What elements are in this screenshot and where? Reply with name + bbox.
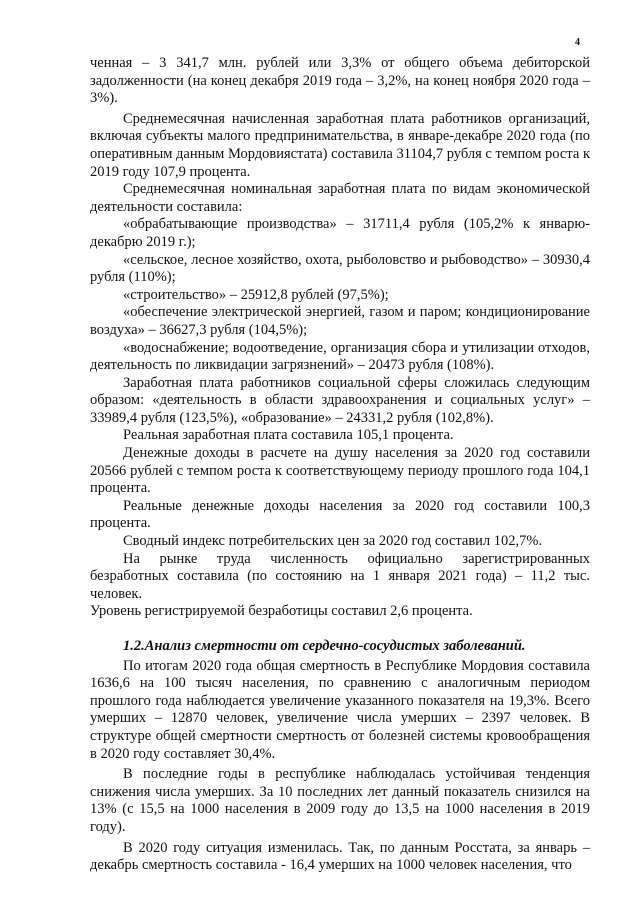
paragraph: В 2020 году ситуация изменилась. Так, по данным Росстата, за январь – декабрь смертность составила - 16,4 умерших на 1000 человек населения, что — [90, 839, 590, 874]
list-item: «водоснабжение; водоотведение, организация сбора и утилизации отходов, деятельность по ликвидации загрязнений» – 20473 рубля (108%). — [90, 339, 590, 374]
paragraph: Денежные доходы в расчете на душу населения за 2020 год составили 20566 рублей с темпом роста к соответствующему периоду прошлого года 104,1 процента. — [90, 445, 590, 497]
list-item: «обрабатывающие производства» – 31711,4 рубля (105,2% к январю-декабрю 2019 г.); — [90, 216, 590, 250]
paragraph: Сводный индекс потребительских цен за 2020 год составил 102,7%. — [123, 533, 543, 550]
document-body — [90, 55, 590, 875]
list-item: «сельское, лесное хозяйство, охота, рыболовство и рыбоводство» – 30930,4 рубля (110%); — [90, 251, 590, 286]
paragraph: Реальная заработная плата составила 105,1 процента. — [123, 427, 454, 444]
paragraph: На рынке труда численность официально зарегистрированных безработных составила (по состоянию на 1 января 2021 года) – 11,2 тыс. человек. — [90, 550, 590, 602]
page-number: 4 — [575, 37, 580, 48]
paragraph: Заработная плата работников социальной сферы сложилась следующим образом: «деятельность в области здравоохранения и социальных услуг» – 33989,4 рубля (123,5%), «образование» – 24331,2 рубля (102,8%). — [90, 374, 590, 426]
section-heading: 1.2.Анализ смертности от сердечно-сосудистых заболеваний. — [123, 638, 526, 654]
paragraph: Уровень регистрируемой безработицы составил 2,6 процента. — [90, 603, 473, 620]
paragraph: Реальные денежные доходы населения за 2020 год составили 100,3 процента. — [90, 497, 590, 532]
list-item: «обеспечение электрической энергией, газом и паром; кондиционирование воздуха» – 36627,3 рубля (104,5%); — [90, 304, 590, 338]
paragraph: По итогам 2020 года общая смертность в Республике Мордовия составила 1636,6 на 100 тысяч населения, по сравнению с аналогичным периодом прошлого года наблюдается увеличение указанного показателя на 19,3%. Всего умерших – 12870 человек, увеличение числа умерших – 2397 человек. В структуре общей смертности смертность от болезней системы кровообращения в 2020 году составляет 30,4%. — [90, 657, 590, 762]
paragraph: Среднемесячная номинальная заработная плата по видам экономической деятельности составила: — [90, 181, 590, 215]
list-item: «строительство» – 25912,8 рублей (97,5%); — [123, 286, 389, 303]
paragraph: Среднемесячная начисленная заработная плата работников организаций, включая субъекты малого предпринимательства, в январе-декабре 2020 года (по оперативным данным Мордовиястата) составила 31104,7 рубля с темпом роста к 2019 году 107,9 процента. — [90, 110, 590, 180]
paragraph: ченная – 3 341,7 млн. рублей или 3,3% от общего объема дебиторской задолженности (на конец декабря 2019 года – 3,2%, на конец ноября 2020 года – 3%). — [90, 55, 590, 107]
paragraph: В последние годы в республике наблюдалась устойчивая тенденция снижения числа умерших. За 10 последних лет данный показатель снизился на 13% (с 15,5 на 1000 населения в 2009 году до 13,5 на 1000 населения в 2019 году). — [90, 766, 590, 835]
